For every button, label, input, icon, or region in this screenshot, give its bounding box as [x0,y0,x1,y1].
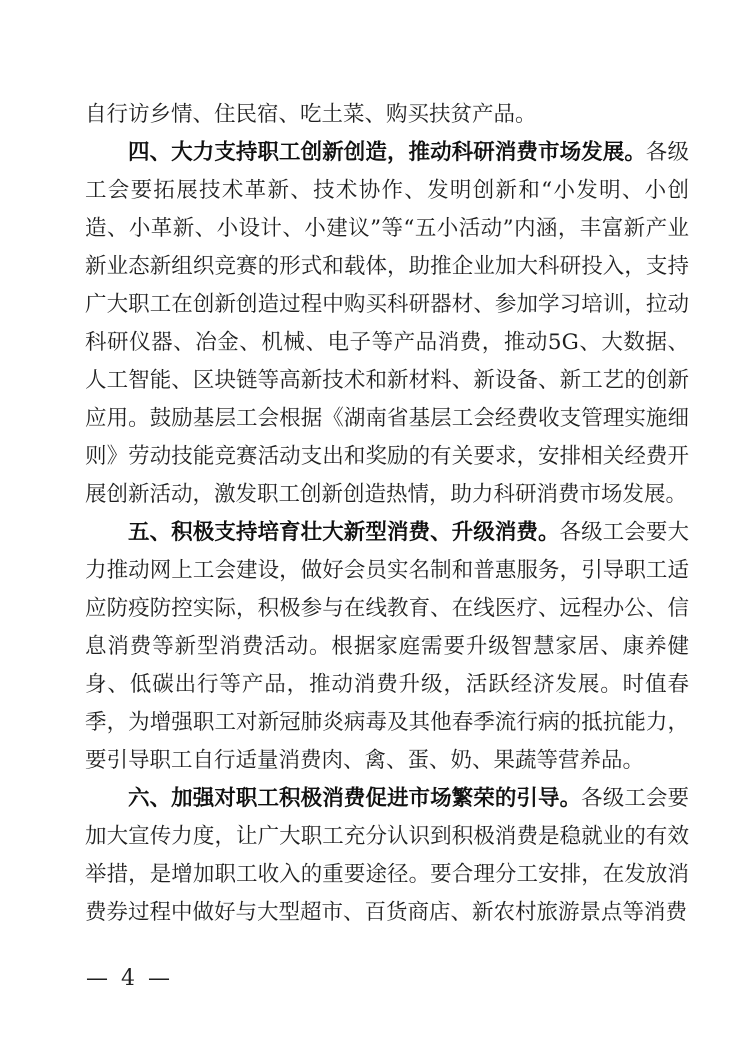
paragraph-text: 自行访乡情、住民宿、吃土菜、购买扶贫产品。 [85,102,537,127]
section-heading-six: 六、加强对职工积极消费促进市场繁荣的引导。 [128,786,582,811]
paragraph-section-five [85,514,689,780]
section-heading-five: 五、积极支持培育壮大新型消费、升级消费。 [128,520,560,545]
paragraph-section-four [85,134,689,514]
paragraph-text: 各级工会要大力推动网上工会建设，做好会员实名制和普惠服务，引导职工适应防疫防控实际，积极参与在线教育、在线医疗、远程办公、信息消费等新型消费活动。根据家庭需要升级智慧家居、康养健身、低碳出行等产品，推动消费升级，活跃经济发展。时值春季，为增强职工对新冠肺炎病毒及其他春季流行病的抵抗能力，要引导职工自行适量消费肉、禽、蛋、奶、果蔬等营养品。 [85,520,689,773]
paragraph-text: 各级工会要加大宣传力度，让广大职工充分认识到积极消费是稳就业的有效举措，是增加职工收入的重要途径。要合理分工安排，在发放消费券过程中做好与大型超市、百货商店、新农村旅游景点等消费 [85,786,689,925]
document-body [85,96,689,932]
paragraph-section-six [85,780,689,932]
section-heading-four: 四、大力支持职工创新创造，推动科研消费市场发展。 [128,140,646,165]
paragraph-text: 各级工会要拓展技术革新、技术协作、发明创新和“小发明、小创造、小革新、小设计、小建议”等“五小活动”内涵，丰富新产业新业态新组织竞赛的形式和载体，助推企业加大科研投入，支持广大职工在创新创造过程中购买科研器材、参加学习培训，拉动科研仪器、冶金、机械、电子等产品消费，推动5G、大数据、人工智能、区块链等高新技术和新材料、新设备、新工艺的创新应用。鼓励基层工会根据《湖南省基层工会经费收支管理实施细则》劳动技能竞赛活动支出和奖励的有关要求，安排相关经费开展创新活动，激发职工创新创造热情，助力科研消费市场发展。 [85,140,689,507]
page-number: — 4 — [86,966,173,991]
paragraph-continuation [85,96,689,134]
